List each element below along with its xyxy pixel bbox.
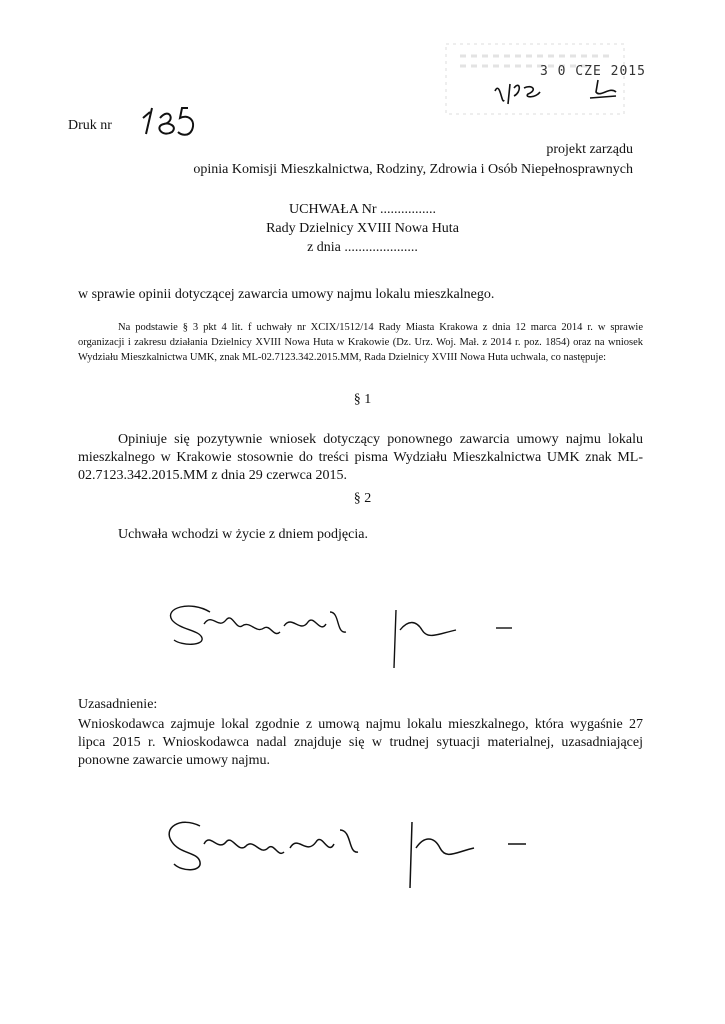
stamp-date: 3 0 CZE 2015 bbox=[540, 64, 646, 79]
title-line-3: z dnia ..................... bbox=[307, 240, 418, 255]
section-1-text: Opiniuje się pozytywnie wniosek dotyczący ponownego zawarcia umowy najmu lokalu mieszkalnego w Krakowie stosownie do treści pisma Wydziału Mieszkalnictwa UMK znak ML-02.7123.342.2015.MM z dnia 29 czerwca 2015. bbox=[78, 432, 643, 483]
title-line-1: UCHWAŁA Nr ................ bbox=[289, 202, 436, 217]
section-2-text: Uchwała wchodzi w życie z dniem podjęcia. bbox=[118, 527, 368, 542]
resolution-title bbox=[0, 200, 725, 257]
justification-text: Wnioskodawca zajmuje lokal zgodnie z umową najmu lokalu mieszkalnego, która wygaśnie 27 lipca 2015 r. Wnioskodawca nadal znajduje się w trudnej sytuacji materialnej, uzasadniającej ponowne zawarcie umowy najmu. bbox=[78, 717, 643, 768]
registry-stamp bbox=[440, 36, 630, 126]
title-line-2: Rady Dzielnicy XVIII Nowa Huta bbox=[266, 221, 459, 236]
resolution-subject: w sprawie opinii dotyczącej zawarcia umowy najmu lokalu mieszkalnego. bbox=[78, 287, 495, 302]
justification-label: Uzasadnienie: bbox=[78, 697, 158, 712]
section-2-heading: § 2 bbox=[353, 491, 372, 506]
section-1-heading: § 1 bbox=[353, 392, 372, 407]
project-label: projekt zarządu bbox=[546, 142, 633, 157]
signature bbox=[160, 590, 550, 680]
opinion-label: opinia Komisji Mieszkalnictwa, Rodziny, Zdrowia i Osób Niepełnosprawnych bbox=[193, 162, 633, 177]
signature bbox=[160, 808, 550, 898]
druk-label: Druk nr bbox=[68, 118, 112, 133]
druk-number-handwritten bbox=[140, 96, 206, 142]
legal-basis: Na podstawie § 3 pkt 4 lit. f uchwały nr XCIX/1512/14 Rady Miasta Krakowa z dnia 12 marca 2014 r. w sprawie organizacji i zakresu działania Dzielnicy XVIII Nowa Huta w Krakowie (Dz. Urz. Woj. Mał. z 2014 r. poz. 1854) oraz na wniosek Wydziału Mieszkalnictwa UMK, znak ML-02.7123.342.2015.MM, Rada Dzielnicy XVIII Nowa Huta uchwala, co następuje: bbox=[78, 322, 643, 363]
meta-block bbox=[193, 140, 633, 180]
